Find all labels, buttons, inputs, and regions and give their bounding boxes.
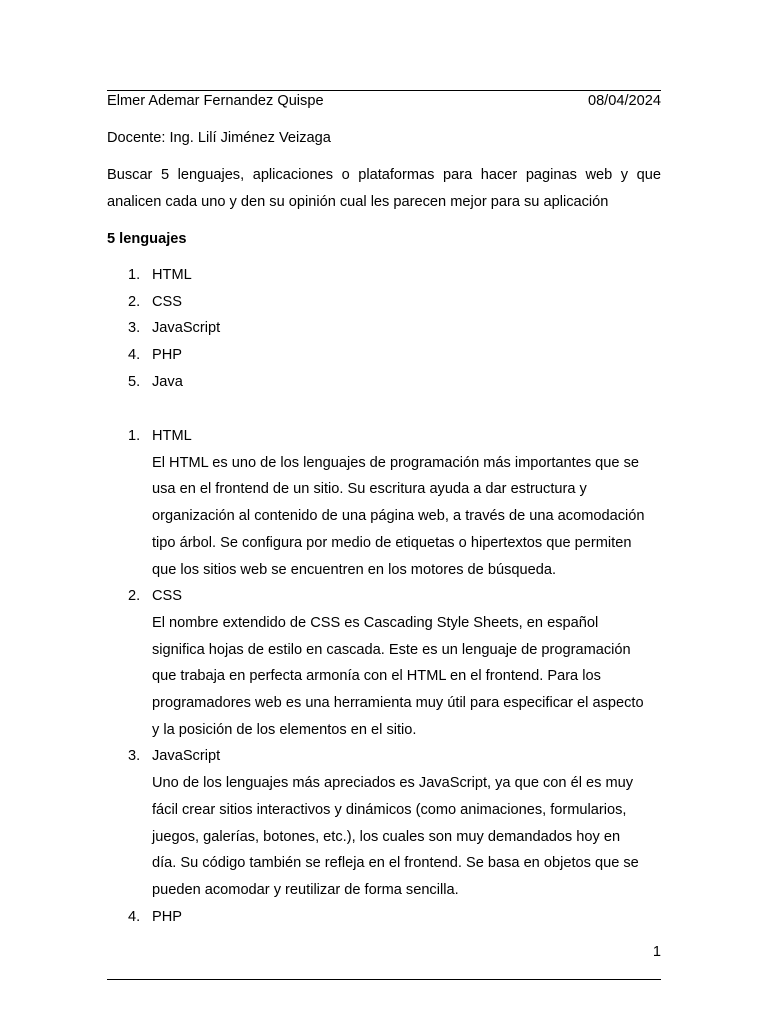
detail-line: y la posición de los elementos en el sitio. bbox=[152, 721, 417, 738]
detail-title: CSS bbox=[152, 588, 183, 605]
detail-line: significa hojas de estilo en cascada. Este es un lenguaje de programación bbox=[152, 641, 631, 658]
assignment-text bbox=[107, 162, 661, 215]
page-number: 1 bbox=[652, 944, 661, 960]
detail-item-php bbox=[107, 904, 661, 931]
detail-line: usa en el frontend de un sitio. Su escritura ayuda a dar estructura y bbox=[152, 481, 587, 498]
list-number: 5. bbox=[128, 373, 141, 390]
list-number: 3. bbox=[128, 320, 141, 337]
detail-line: que trabaja en perfecta armonía con el HTML en el frontend. Para los bbox=[152, 668, 601, 685]
section-heading: 5 lenguajes bbox=[107, 231, 187, 247]
teacher-line: Docente: Ing. Lilí Jiménez Veizaga bbox=[107, 130, 331, 146]
header-rule bbox=[107, 90, 661, 91]
detail-number: 1. bbox=[128, 428, 141, 444]
detail-body bbox=[107, 610, 662, 744]
document-date: 08/04/2024 bbox=[587, 93, 661, 109]
detail-line: El nombre extendido de CSS es Cascading Style Sheets, en español bbox=[152, 614, 599, 631]
list-number: 2. bbox=[128, 293, 141, 310]
detail-number: 2. bbox=[128, 588, 141, 605]
list-label: Java bbox=[152, 373, 183, 390]
detail-line: programadores web es una herramienta muy útil para especificar el aspecto bbox=[152, 695, 644, 711]
list-label: HTML bbox=[152, 267, 192, 283]
list-label: CSS bbox=[152, 293, 183, 310]
detail-line: día. Su código también se refleja en el frontend. Se basa en objetos que se bbox=[152, 855, 639, 872]
detail-number: 4. bbox=[128, 908, 141, 925]
detail-title: JavaScript bbox=[152, 748, 221, 765]
detail-line: El HTML es uno de los lenguajes de programación más importantes que se bbox=[152, 454, 639, 471]
detail-line: que los sitios web se encuentren en los motores de búsqueda. bbox=[152, 561, 557, 578]
detail-body bbox=[107, 770, 662, 904]
detail-item-html bbox=[107, 423, 661, 583]
detail-line: juegos, galerías, botones, etc.), los cuales son muy demandados hoy en bbox=[152, 828, 621, 845]
list-number: 1. bbox=[128, 267, 141, 283]
detail-line: pueden acomodar y reutilizar de forma sencilla. bbox=[152, 881, 459, 898]
detail-item-css bbox=[107, 583, 661, 743]
list-label: PHP bbox=[152, 347, 183, 364]
list-label: JavaScript bbox=[152, 320, 221, 337]
detail-title: PHP bbox=[152, 908, 183, 925]
assignment-text-content: Buscar 5 lenguajes, aplicaciones o plataformas para hacer paginas web y que analicen cada uno y den su opinión cual les parecen mejor para su aplicación bbox=[107, 167, 661, 210]
list-number: 4. bbox=[128, 347, 141, 364]
detail-line: tipo árbol. Se configura por medio de etiquetas o hipertextos que permiten bbox=[152, 534, 632, 551]
footer-rule bbox=[107, 979, 661, 980]
detail-line: Uno de los lenguajes más apreciados es JavaScript, ya que con él es muy bbox=[152, 775, 634, 792]
detail-body bbox=[107, 450, 662, 584]
detail-number: 3. bbox=[128, 748, 141, 765]
page-header bbox=[107, 92, 661, 110]
detail-title: HTML bbox=[152, 428, 192, 444]
detail-item-javascript bbox=[107, 743, 661, 903]
author-name: Elmer Ademar Fernandez Quispe bbox=[107, 93, 324, 109]
detail-line: organización al contenido de una página web, a través de una acomodación bbox=[152, 508, 645, 525]
detail-line: fácil crear sitios interactivos y dinámicos (como animaciones, formularios, bbox=[152, 801, 627, 818]
languages-detail-list bbox=[107, 423, 661, 930]
